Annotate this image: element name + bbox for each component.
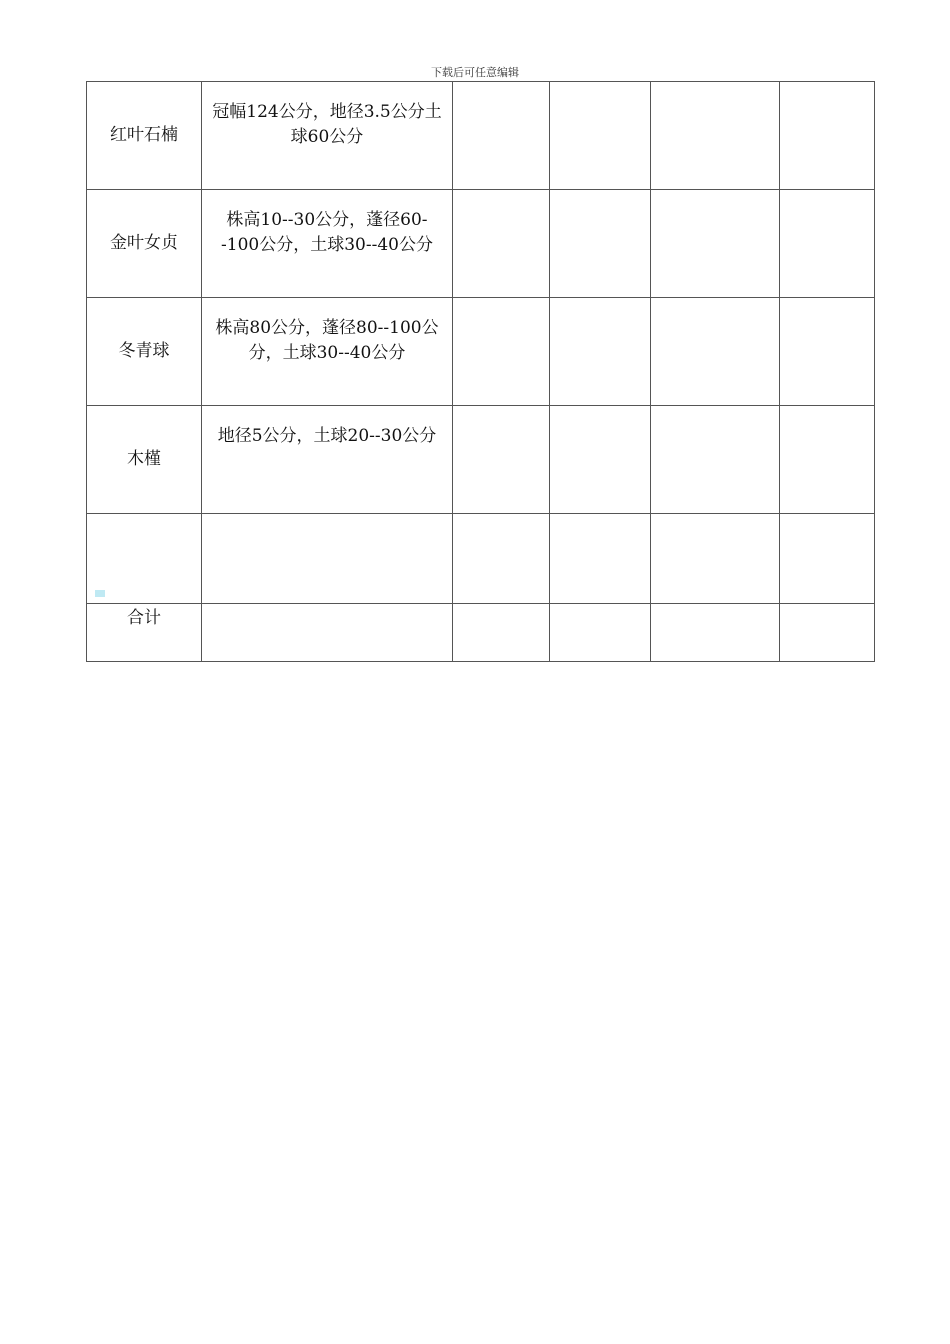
plant-name-cell: 红叶石楠	[87, 82, 202, 190]
empty-cell	[651, 190, 780, 298]
empty-cell	[453, 82, 550, 190]
empty-cell	[550, 514, 651, 604]
empty-cell	[780, 82, 875, 190]
plant-spec-cell: 株高10--30公分，蓬径60--100公分，土球30--40公分	[202, 190, 453, 298]
plant-spec-cell: 冠幅124公分，地径3.5公分土球60公分	[202, 82, 453, 190]
empty-cell	[651, 604, 780, 662]
plant-name-cell: 金叶女贞	[87, 190, 202, 298]
plant-spec-cell: 株高80公分，蓬径80--100公分，土球30--40公分	[202, 298, 453, 406]
table-row	[87, 298, 875, 406]
empty-cell	[453, 406, 550, 514]
table-row	[87, 514, 875, 604]
empty-cell	[651, 406, 780, 514]
empty-cell	[550, 604, 651, 662]
empty-cell	[651, 298, 780, 406]
plant-table	[86, 81, 875, 662]
empty-cell	[453, 298, 550, 406]
table-row	[87, 82, 875, 190]
empty-cell	[651, 82, 780, 190]
empty-cell	[202, 604, 453, 662]
empty-cell	[550, 406, 651, 514]
empty-cell	[780, 190, 875, 298]
plant-name-cell: 木槿	[87, 406, 202, 514]
plant-spec-cell: 地径5公分，土球20--30公分	[202, 406, 453, 514]
plant-spec-cell	[202, 514, 453, 604]
empty-cell	[780, 406, 875, 514]
total-row	[87, 604, 875, 662]
empty-cell	[550, 82, 651, 190]
empty-cell	[651, 514, 780, 604]
empty-cell	[453, 604, 550, 662]
empty-cell	[780, 298, 875, 406]
paragraph-marker	[95, 590, 105, 597]
empty-cell	[453, 514, 550, 604]
plant-name-cell: 冬青球	[87, 298, 202, 406]
table-row	[87, 190, 875, 298]
empty-cell	[780, 514, 875, 604]
empty-cell	[550, 298, 651, 406]
empty-cell	[550, 190, 651, 298]
table-row	[87, 406, 875, 514]
empty-cell	[453, 190, 550, 298]
empty-cell	[780, 604, 875, 662]
total-label-cell: 合计	[87, 604, 202, 662]
page-header: 下载后可任意编辑	[431, 66, 519, 79]
